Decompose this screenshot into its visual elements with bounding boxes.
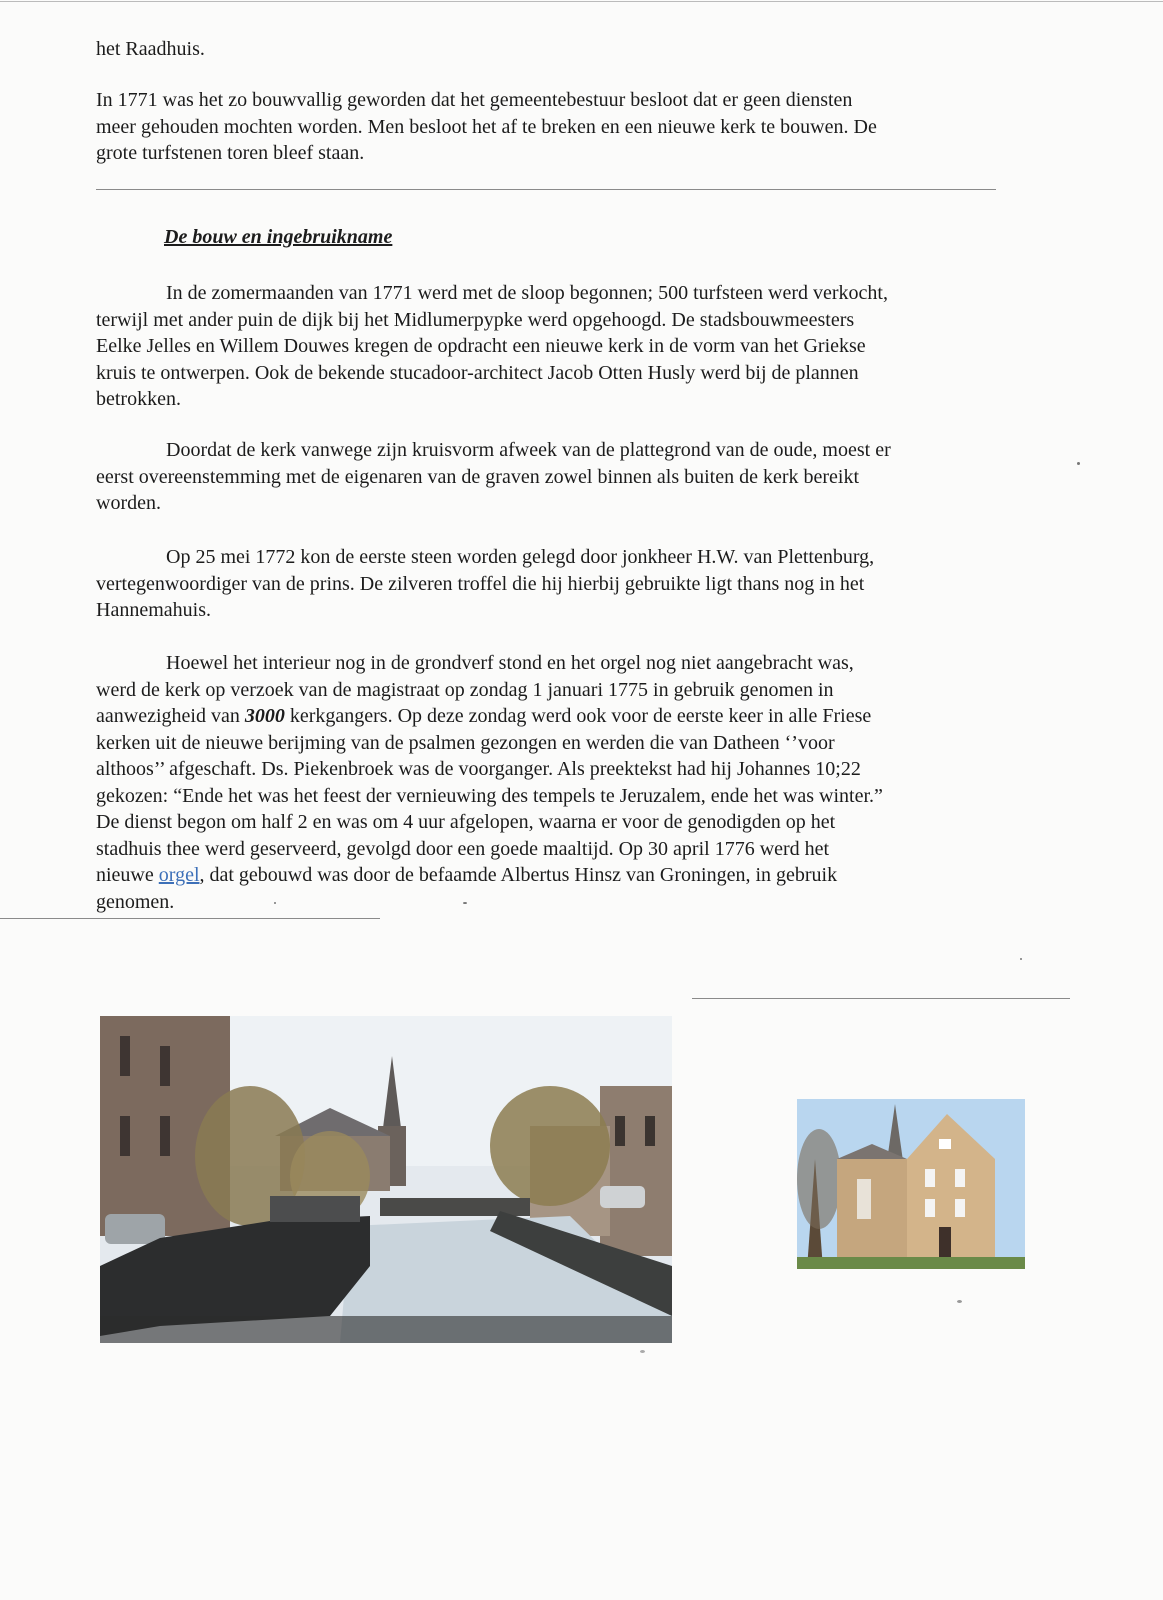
paragraph-3: Op 25 mei 1772 kon de eerste steen worden gelegd door jonkheer H.W. van Plettenburg, vertegenwoordiger van de prins. De zilveren troffel die hij hierbij gebruikte ligt thans nog in het Hannemahuis. — [96, 546, 875, 621]
section-heading: De bouw en ingebruikname — [164, 226, 393, 248]
intro-first-line: het Raadhuis. — [96, 38, 205, 60]
attendance-number: 3000 — [244, 705, 285, 727]
scan-speck — [640, 1350, 645, 1353]
canal-photo-graphic — [100, 1016, 672, 1343]
paragraph-4-part-b: kerkgangers. Op deze zondag werd ook voor de eerste keer in alle Friese kerken uit de nieuwe berijming van de psalmen gezongen en werden die van Datheen ‘’voor althoos’’ afgeschaft. Ds. Piekenbroek was de voorganger. Als preektekst had hij Johannes 10;22 gekozen: “Ende het was het feest der vernieuwing des tempels te Jeruzalem, ende het was winter.” De dienst begon om half 2 en was om 4 uur afgelopen, waarna er voor de genodigden op het stadhuis thee werd geserveerd, gevolgd door een goede maaltijd. Op 30 april 1776 werd het nieuwe — [96, 705, 883, 886]
scan-speck — [957, 1300, 962, 1303]
scan-line-left — [0, 918, 380, 919]
scan-speck — [1020, 958, 1022, 960]
intro-paragraph: In 1771 was het zo bouwvallig geworden dat het gemeentebestuur besloot dat er geen diensten meer gehouden mochten worden. Men besloot het af te breken en een nieuwe kerk te bouwen. De grote turfstenen toren bleef staan. — [96, 89, 877, 164]
scan-line-right — [692, 998, 1070, 999]
paragraph-4-part-a: Hoewel het interieur nog in de grondverf stond en het orgel nog niet aangebracht was, werd de kerk op verzoek van de magistraat op zondag 1 januari 1775 in gebruik genomen in aanwezigheid van — [96, 652, 854, 727]
paragraph-4 — [96, 650, 996, 915]
scan-speck — [274, 902, 276, 904]
canal-photo — [100, 1016, 672, 1343]
paragraph-4-part-c: , dat gebouwd was door de befaamde Albertus Hinsz van Groningen, in gebruik genomen. — [96, 864, 838, 913]
church-photo-graphic — [797, 1099, 1025, 1269]
section-divider — [96, 189, 996, 190]
orgel-link[interactable]: orgel — [158, 864, 200, 886]
top-scan-line — [0, 1, 1163, 2]
church-photo — [797, 1099, 1025, 1269]
scan-speck — [1077, 462, 1080, 465]
paragraph-1: In de zomermaanden van 1771 werd met de sloop begonnen; 500 turfsteen werd verkocht, terwijl met ander puin de dijk bij het Midlumerpypke werd opgehoogd. De stadsbouwmeesters Eelke Jelles en Willem Douwes kregen de opdracht een nieuwe kerk in de vorm van het Griekse kruis te ontwerpen. Ook de bekende stucadoor-architect Jacob Otten Husly werd bij de plannen betrokken. — [96, 282, 888, 410]
paragraph-2: Doordat de kerk vanwege zijn kruisvorm afweek van de plattegrond van de oude, moest er eerst overeenstemming met de eigenaren van de graven zowel binnen als buiten de kerk bereikt worden. — [96, 439, 891, 514]
scan-speck — [463, 902, 467, 904]
